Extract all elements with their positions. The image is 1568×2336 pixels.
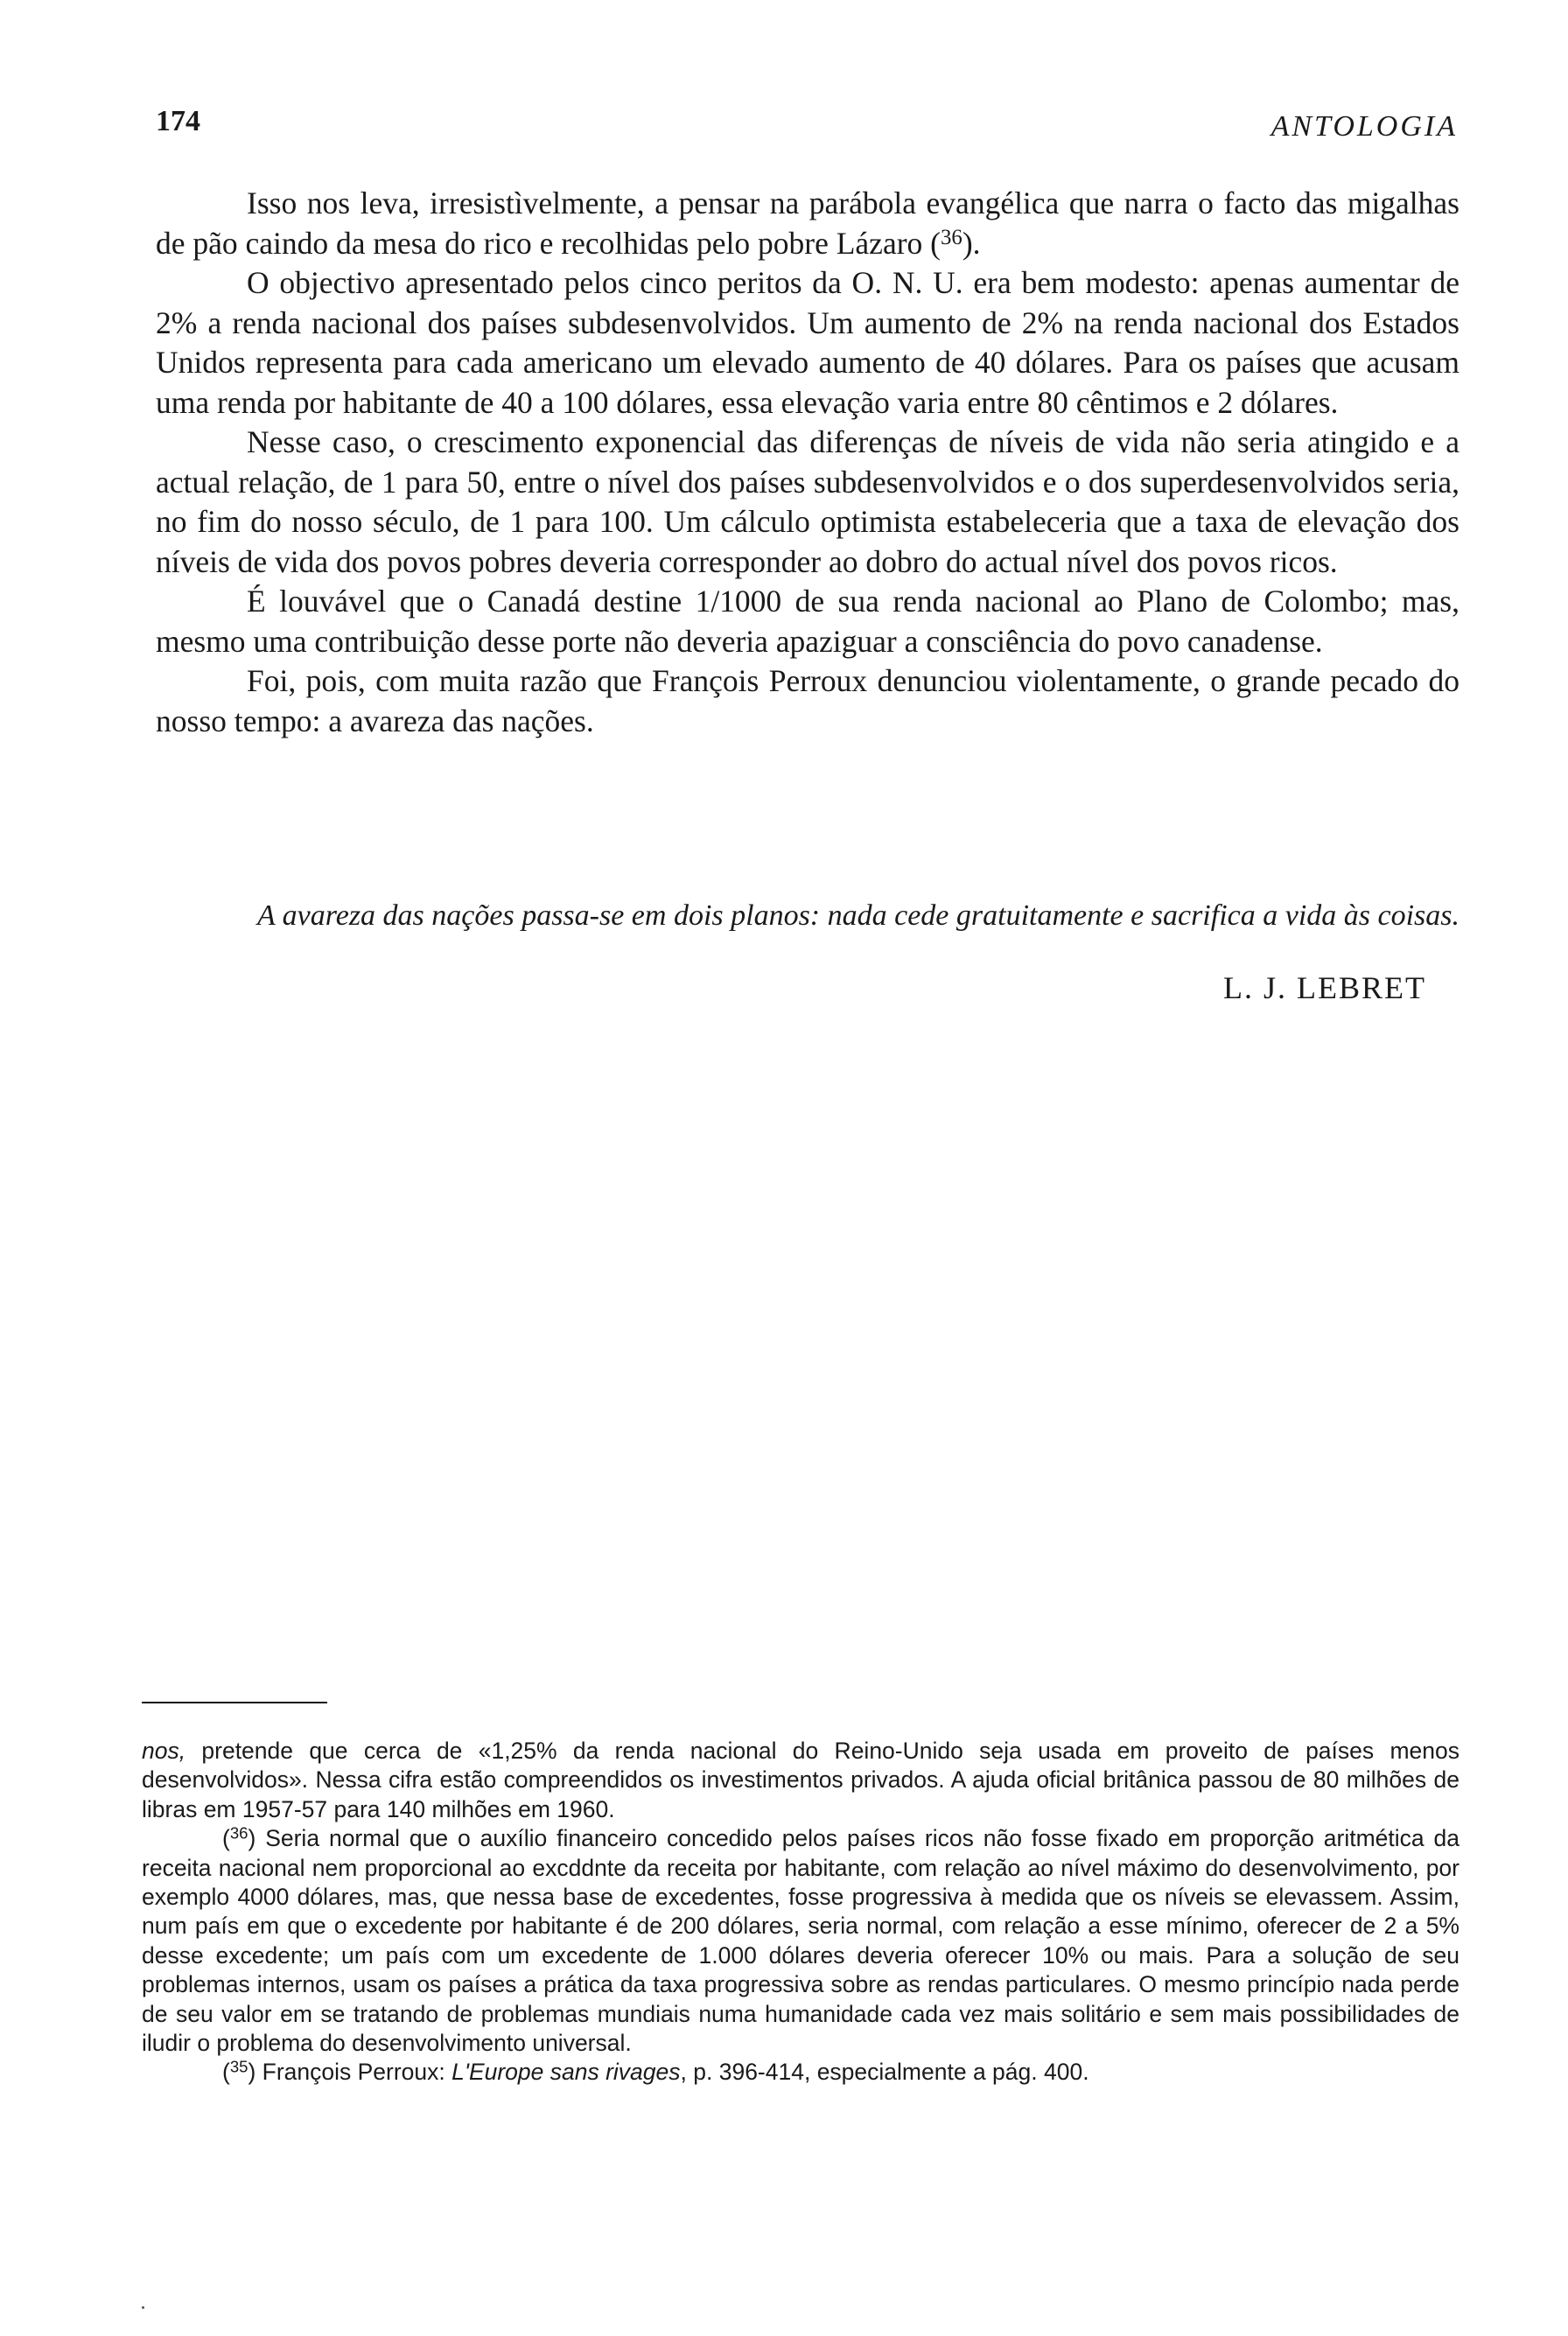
footnote-ref-36: 36	[940, 225, 962, 249]
footnote-35-rest: , p. 396-414, especialmente a pág. 400.	[680, 2059, 1089, 2086]
paragraph-1-text: Isso nos leva, irresistìvelmente, a pensar na parábola evangélica que narra o facto das migalhas de pão caindo da mesa do rico e recolhidas pelo pobre Lázaro (	[156, 185, 1460, 261]
scan-speck	[142, 2306, 144, 2309]
paragraph-5: Foi, pois, com muita razão que François Perroux denunciou violentamente, o grande pecado do nosso tempo: a avareza das nações.	[156, 663, 1460, 738]
footnote-36-marker: 36	[229, 1823, 248, 1843]
footnote-divider	[142, 1702, 327, 1703]
footnote-35-title: L'Europe sans rivages	[452, 2059, 681, 2086]
body-text	[156, 184, 1460, 741]
footnote-36: ($^{36}$) Seria normal que o auxílio financeiro concedido pelos países ricos não fosse fixado em proporção aritmética da receita nacional nem proporcional ao excddnte da receita por habitante, com relação ao nível máximo do desenvolvimento, por exemplo 4000 dólares, mas, que nessa base de excedentes, fosse progressiva à medida que os níveis se elevassem. Assim, num país em que o excedente por habitante é de 200 dólares, seria normal, com relação a esse mínimo, oferecer de 2 a 5% desse excedente; um país com um excedente de 1.000 dólares deveria oferecer 10% ou mais. Para a solução de seu problemas internos, usam os países a prática da taxa progressiva sobre as rendas particulares. O mesmo princípio nada perde de seu valor em se tratando de problemas mundiais numa humanidade cada vez mais solitário e sem mais possibilidades de iludir o problema do desenvolvimento universal.	[142, 1823, 1460, 2057]
paragraph-1	[156, 184, 1460, 263]
running-head: ANTOLOGIA	[1270, 110, 1458, 143]
paragraph-1-tail: ).	[962, 225, 981, 261]
paragraph-4: É louvável que o Canadá destine 1/1000 de sua renda nacional ao Plano de Colombo; mas, mesmo uma contribuição desse porte não deveria apaziguar a consciência do povo canadense.	[156, 584, 1460, 659]
footnote-continuation-text: nos,	[142, 1738, 186, 1764]
footnote-35: ($^{35}$) François Perroux: L'Europe sans rivages, p. 396-414, especialmente a pág. 400.	[222, 2058, 1089, 2086]
paragraph-3: Nesse caso, o crescimento exponencial das diferenças de níveis de vida não seria atingido e a actual relação, de 1 para 50, entre o nível dos países subdesenvolvidos e o dos superdesenvolvidos seria, no fim do nosso século, de 1 para 100. Um cálculo optimista estabeleceria que a taxa de elevação dos níveis de vida dos povos pobres deveria corresponder ao dobro do actual nível dos povos ricos.	[156, 424, 1460, 579]
footnote-35-marker: 35	[229, 2058, 248, 2077]
page-number: 174	[156, 105, 200, 137]
closing-quote: A avareza das nações passa-se em dois planos: nada cede gratuitamente e sacrifica a vida às coisas.	[257, 899, 1460, 932]
footnote-36-text: Seria normal que o auxílio financeiro concedido pelos países ricos não fosse fixado em proporção aritmética da receita nacional nem proporcional ao excddnte da receita por habitante, com relação ao nível máximo do desenvolvimento, por exemplo 4000 dólares, mas, que nessa base de excedentes, fosse progressiva à medida que os níveis se elevassem. Assim, num país em que o excedente por habitante é de 200 dólares, seria normal, com relação a esse mínimo, oferecer de 2 a 5% desse excedente; um país com um excedente de 1.000 dólares deveria oferecer 10% ou mais. Para a solução de seu problemas internos, usam os países a prática da taxa progressiva sobre as rendas particulares. O mesmo princípio nada perde de seu valor em se tratando de problemas mundiais numa humanidade cada vez mais solitário e sem mais possibilidades de iludir o problema do desenvolvimento universal.	[142, 1825, 1460, 2057]
footnotes	[142, 1737, 1460, 2088]
author-signature: L. J. LEBRET	[1223, 970, 1426, 1005]
paragraph-2: O objectivo apresentado pelos cinco peritos da O. N. U. era bem modesto: apenas aumentar de 2% a renda nacional dos países subdesenvolvidos. Um aumento de 2% na renda nacional dos Estados Unidos representa para cada americano um elevado aumento de 40 dólares. Para os países que acusam uma renda por habitante de 40 a 100 dólares, essa elevação varia entre 80 cêntimos e 2 dólares.	[156, 265, 1460, 420]
footnote-continuation: nos, pretende que cerca de «1,25% da renda nacional do Reino-Unido seja usada em proveito de países menos desenvolvidos». Nessa cifra estão compreendidos os investimentos privados. A ajuda oficial britânica passou de 80 milhões de libras em 1957-57 para 140 milhões em 1960.	[142, 1738, 1460, 1822]
footnote-35-author: François Perroux:	[262, 2059, 452, 2086]
